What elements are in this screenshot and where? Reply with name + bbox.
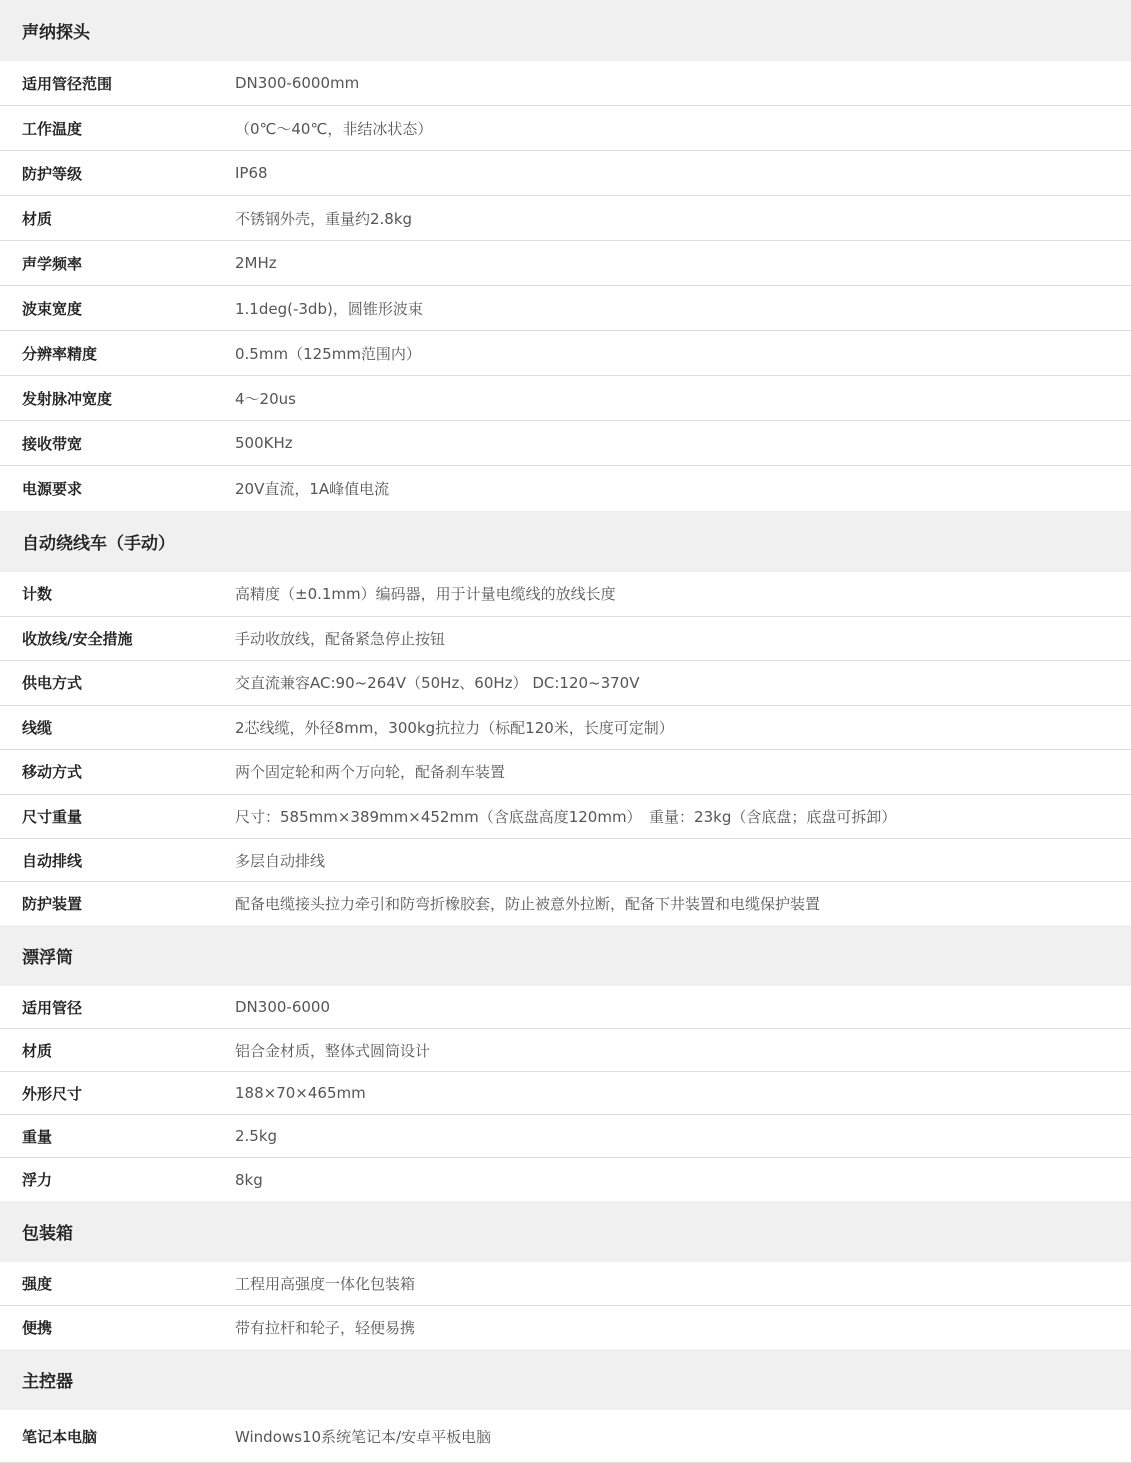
table-row bbox=[0, 376, 1131, 421]
row-label: 外形尺寸 bbox=[22, 1084, 83, 1103]
table-row bbox=[0, 750, 1131, 795]
row-label: 强度 bbox=[22, 1274, 53, 1293]
row-label: 供电方式 bbox=[22, 674, 83, 693]
row-value: 交直流兼容AC:90~264V（50Hz、60Hz） DC:120~370V bbox=[235, 674, 640, 693]
section-main-controller bbox=[0, 1349, 1131, 1463]
row-label: 移动方式 bbox=[22, 763, 83, 782]
row-value: （0℃～40℃，非结冰状态） bbox=[235, 119, 433, 138]
table-row bbox=[0, 706, 1131, 751]
table-row bbox=[0, 986, 1131, 1029]
table-row bbox=[0, 1072, 1131, 1115]
row-value: 尺寸：585mm×389mm×452mm（含底盘高度120mm） 重量：23kg（含底盘；底盘可拆卸） bbox=[235, 807, 897, 826]
table-row bbox=[0, 1410, 1131, 1463]
table-row bbox=[0, 151, 1131, 196]
table-row bbox=[0, 661, 1131, 706]
row-label: 防护装置 bbox=[22, 895, 83, 913]
table-row bbox=[0, 1158, 1131, 1201]
row-label: 适用管径 bbox=[22, 998, 83, 1017]
table-row bbox=[0, 196, 1131, 241]
row-value: 2.5kg bbox=[235, 1127, 278, 1145]
table-row bbox=[0, 466, 1131, 511]
section-sonar-probe bbox=[0, 0, 1131, 511]
row-label: 声学频率 bbox=[22, 254, 83, 273]
row-value: 不锈钢外壳，重量约2.8kg bbox=[235, 209, 413, 228]
table-row bbox=[0, 617, 1131, 662]
row-value: 多层自动排线 bbox=[235, 851, 326, 870]
table-row bbox=[0, 331, 1131, 376]
row-label: 浮力 bbox=[22, 1171, 53, 1189]
row-value: 带有拉杆和轮子，轻便易携 bbox=[235, 1318, 416, 1337]
row-label: 波束宽度 bbox=[22, 299, 83, 318]
row-label: 适用管径范围 bbox=[22, 74, 113, 93]
table-row bbox=[0, 572, 1131, 617]
row-label: 重量 bbox=[22, 1127, 53, 1146]
table-row bbox=[0, 241, 1131, 286]
row-label: 材质 bbox=[22, 209, 53, 228]
table-row bbox=[0, 286, 1131, 331]
row-value: IP68 bbox=[235, 164, 268, 182]
section-packing-case bbox=[0, 1201, 1131, 1349]
row-label: 工作温度 bbox=[22, 119, 83, 138]
row-value: Windows10系统笔记本/安卓平板电脑 bbox=[235, 1427, 492, 1446]
table-row bbox=[0, 61, 1131, 106]
row-label: 笔记本电脑 bbox=[22, 1427, 98, 1446]
table-row bbox=[0, 106, 1131, 151]
section-cable-reel bbox=[0, 511, 1131, 925]
row-value: 500KHz bbox=[235, 434, 293, 452]
row-value: 手动收放线，配备紧急停止按钮 bbox=[235, 629, 446, 648]
row-label: 尺寸重量 bbox=[22, 807, 83, 826]
row-value: 配备电缆接头拉力牵引和防弯折橡胶套，防止被意外拉断，配备下井装置和电缆保护装置 bbox=[235, 895, 821, 913]
row-value: 2MHz bbox=[235, 254, 277, 272]
section-float bbox=[0, 925, 1131, 1201]
table-row bbox=[0, 795, 1131, 840]
row-label: 防护等级 bbox=[22, 164, 83, 183]
row-label: 发射脉冲宽度 bbox=[22, 389, 113, 408]
row-value: 20V直流，1A峰值电流 bbox=[235, 480, 390, 498]
table-row bbox=[0, 1029, 1131, 1072]
section-title: 声纳探头 bbox=[0, 0, 1131, 61]
section-title: 自动绕线车（手动） bbox=[0, 511, 1131, 572]
table-row bbox=[0, 1262, 1131, 1306]
row-label: 分辨率精度 bbox=[22, 344, 98, 363]
section-title: 主控器 bbox=[0, 1349, 1131, 1410]
row-value: 0.5mm（125mm范围内） bbox=[235, 344, 421, 363]
table-row bbox=[0, 421, 1131, 466]
section-title: 包装箱 bbox=[0, 1201, 1131, 1262]
table-row bbox=[0, 1306, 1131, 1350]
row-label: 电源要求 bbox=[22, 480, 83, 498]
section-title: 漂浮筒 bbox=[0, 925, 1131, 986]
table-row bbox=[0, 882, 1131, 925]
row-value: 铝合金材质，整体式圆筒设计 bbox=[235, 1041, 431, 1060]
row-label: 材质 bbox=[22, 1041, 53, 1060]
row-label: 收放线/安全措施 bbox=[22, 629, 133, 648]
row-label: 线缆 bbox=[22, 718, 53, 737]
row-value: DN300-6000mm bbox=[235, 74, 360, 92]
row-value: 188×70×465mm bbox=[235, 1084, 366, 1102]
row-label: 计数 bbox=[22, 585, 53, 604]
row-value: 1.1deg(-3db)，圆锥形波束 bbox=[235, 299, 423, 318]
row-value: 两个固定轮和两个万向轮，配备刹车装置 bbox=[235, 763, 506, 782]
row-value: 高精度（±0.1mm）编码器，用于计量电缆线的放线长度 bbox=[235, 585, 616, 604]
table-row bbox=[0, 839, 1131, 882]
row-value: 4～20us bbox=[235, 389, 296, 408]
row-label: 接收带宽 bbox=[22, 434, 83, 453]
row-value: 8kg bbox=[235, 1170, 263, 1189]
row-label: 便携 bbox=[22, 1318, 53, 1337]
row-value: 工程用高强度一体化包装箱 bbox=[235, 1274, 416, 1293]
table-row bbox=[0, 1115, 1131, 1158]
row-label: 自动排线 bbox=[22, 851, 83, 870]
row-value: 2芯线缆，外径8mm，300kg抗拉力（标配120米，长度可定制） bbox=[235, 718, 674, 737]
row-value: DN300-6000 bbox=[235, 998, 330, 1016]
